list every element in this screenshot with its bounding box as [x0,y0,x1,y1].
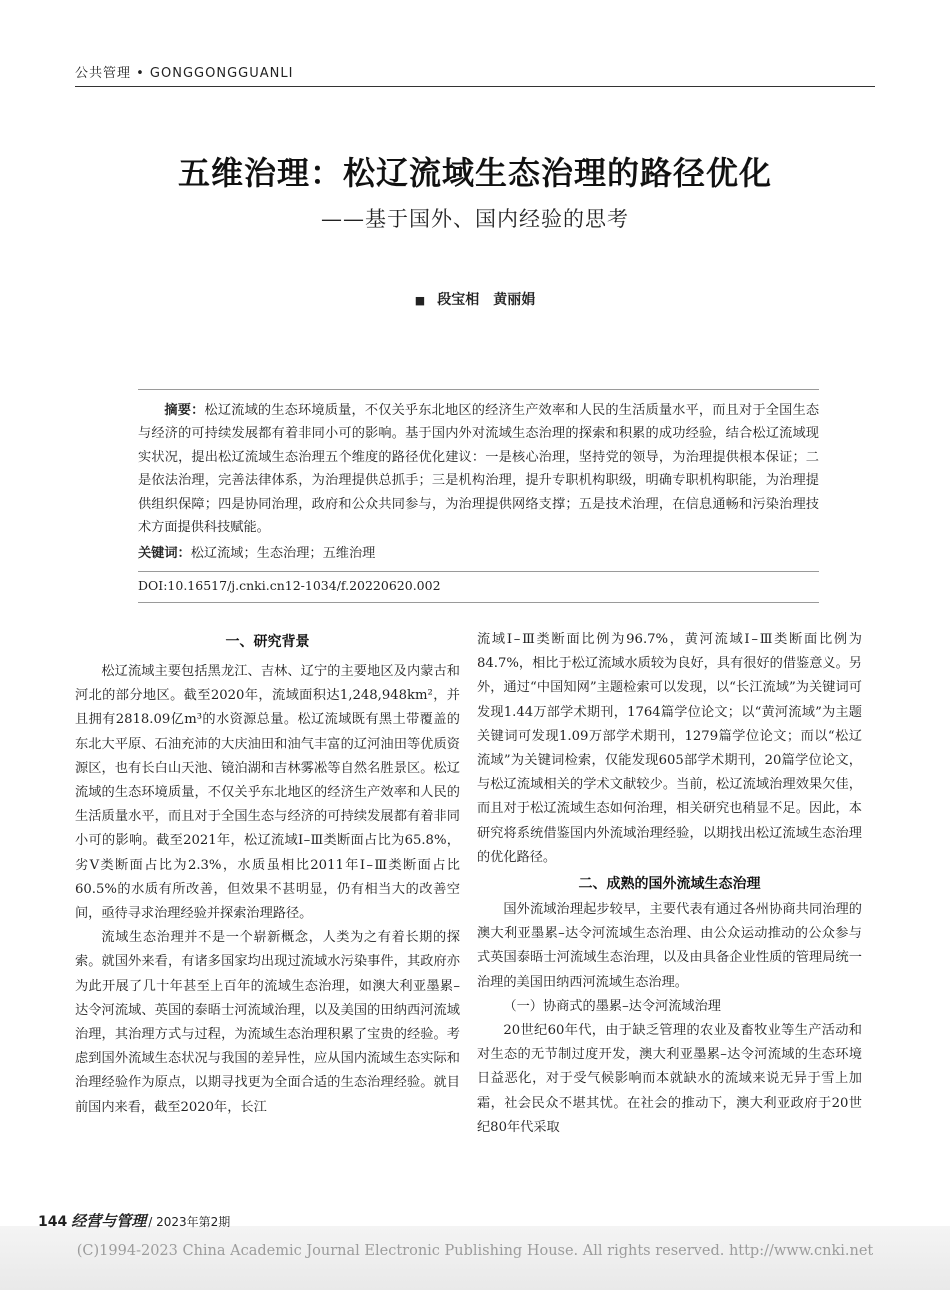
abstract-top-rule [138,389,819,390]
paragraph: 松辽流域主要包括黑龙江、吉林、辽宁的主要地区及内蒙古和河北的部分地区。截至2020年，流域面积达1,248,948km²，并且拥有2818.09亿m³的水资源总量。松辽流域既有黑土带覆盖的东北大平原、石油充沛的大庆油田和油气丰富的辽河油田等优质资源区，也有长白山天池、镜泊湖和吉林雾凇等自然名胜景区。松辽流域的生态环境质量，不仅关乎东北地区的经济生产效率和人民的生活质量水平，而且对于全国生态与经济的可持续发展都有着非同小可的影响。截至2021年，松辽流域Ⅰ–Ⅲ类断面占比为65.8%，劣Ⅴ类断面占比为2.3%，水质虽相比2011年Ⅰ–Ⅲ类断面占比60.5%的水质有所改善，但效果不甚明显，仍有相当大的改善空间，亟待寻求治理经验并探索治理路径。 [75,664,460,922]
paragraph: 国外流域治理起步较早，主要代表有通过各州协商共同治理的澳大利亚墨累–达令河流域生态治理、由公众运动推动的公众参与式英国泰晤士河流域生态治理，以及由具备企业性质的管理局统一治理的美国田纳西河流域生态治理。 [477,902,862,990]
abstract [138,399,819,539]
paragraph: 流域生态治理并不是一个崭新概念，人类为之有着长期的探索。就国外来看，有诸多国家均出现过流域水污染事件，其政府亦为此开展了几十年甚至上百年的流域生态治理，如澳大利亚墨累–达令河流域、英国的泰晤士河流域治理，以及美国的田纳西河流域治理，其治理方式与过程，为流域生态治理积累了宝贵的经验。考虑到国外流域生态状况与我国的差异性，应从国内流域生态实际和治理经验作为原点，以期寻找更为全面合适的生态治理经验。就目前国内来看，截至2020年，长江 [75,930,460,1115]
abstract-label: 摘要： [164,403,205,418]
paragraph: 流域Ⅰ–Ⅲ类断面比例为96.7%，黄河流域Ⅰ–Ⅲ类断面比例为84.7%，相比于松辽流域水质较为良好，具有很好的借鉴意义。另外，通过“中国知网”主题检索可以发现，以“长江流域”为关键词可发现1.44万部学术期刊，1764篇学位论文；以“黄河流域”为主题关键词可发现1.09万部学术期刊，1279篇学位论文；而以“松辽流域”为关键词检索，仅能发现605部学术期刊，20篇学位论文，与松辽流域相关的学术文献较少。当前，松辽流域治理效果欠佳，而且对于松辽流域生态如何治理，相关研究也稍显不足。因此，本研究将系统借鉴国内外流域治理经验，以期找出松辽流域生态治理的优化路径。 [477,632,862,865]
keywords [138,542,819,565]
subsection-heading: （一）协商式的墨累–达令河流域治理 [503,998,721,1014]
article-title: 五维治理：松辽流域生态治理的路径优化 [177,154,772,192]
page-footer [38,1210,230,1231]
authors [0,289,950,309]
keywords-label: 关键词： [138,546,191,561]
section-heading-background: 一、研究背景 [225,634,310,650]
left-column [75,630,460,1120]
doi-bottom-rule [138,602,819,603]
page-number: 144 [38,1214,68,1230]
copyright-watermark: (C)1994-2023 China Academic Journal Electronic Publishing House. All rights reserved. http://www.cnki.net [76,1243,874,1259]
author-bullet-icon: ■ [414,294,426,307]
keywords-bottom-rule [138,571,819,572]
keywords-text: 松辽流域；生态治理；五维治理 [190,546,376,561]
header-rule [75,86,875,87]
running-header: 公共管理 • GONGGONGGUANLI [75,66,294,81]
abstract-text: 松辽流域的生态环境质量，不仅关乎东北地区的经济生产效率和人民的生活质量水平，而且对于全国生态与经济的可持续发展都有着非同小可的影响。基于国内外对流域生态治理的探索和积累的成功经验，结合松辽流域现实状况，提出松辽流域生态治理五个维度的路径优化建议：一是核心治理，坚持党的领导，为治理提供根本保证；二是依法治理，完善法律体系，为治理提供总抓手；三是机构治理，提升专职机构职级，明确专职机构职能，为治理提供组织保障；四是协同治理，政府和公众共同参与，为治理提供网络支撑；五是技术治理，在信息通畅和污染治理技术方面提供科技赋能。 [138,403,820,536]
right-column [477,628,862,1140]
section-heading-foreign-governance: 二、成熟的国外流域生态治理 [578,876,761,893]
journal-logo: 经营与管理 [71,1212,147,1230]
paragraph: 20世纪60年代，由于缺乏管理的农业及畜牧业等生产活动和对生态的无节制过度开发，澳大利亚墨累–达令河流域的生态环境日益恶化，对于受气候影响而本就缺水的流域来说无异于雪上加霜，社会民众不堪其忧。在社会的推动下，澳大利亚政府于20世纪80年代采取 [477,1023,862,1135]
doi: DOI:10.16517/j.cnki.cn12-1034/f.20220620.002 [138,578,441,593]
article-subtitle: ——基于国外、国内经验的思考 [321,207,629,231]
author-names: 段宝相 黄丽娟 [437,292,536,308]
issue-info: / 2023年第2期 [148,1215,231,1229]
